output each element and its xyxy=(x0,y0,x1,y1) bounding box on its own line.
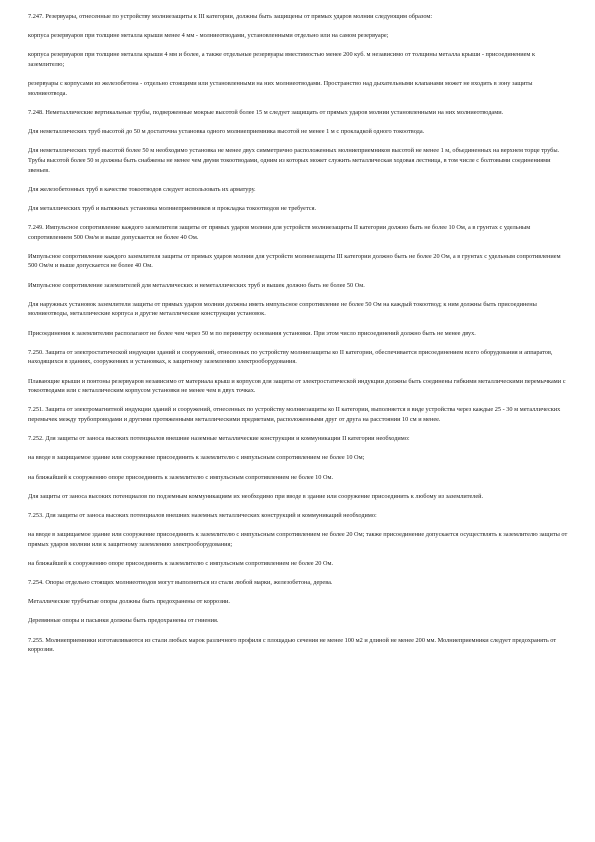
paragraph: 7.252. Для защиты от заноса высоких потенциалов внешние наземные металлические конструкции и коммуникации II категории необходимо: xyxy=(28,435,410,443)
paragraph: резервуары с корпусами из железобетона - отдельно стоящими или установленными на них молниеотводами. Пространство над дыхательными клапанами может не входить в зону защиты молниеотвода. xyxy=(28,80,533,97)
paragraph: на ближайшей к сооружению опоре присоединить к заземлителю с импульсным сопротивлением не более 20 Ом. xyxy=(28,559,334,567)
paragraph: Для неметаллических труб высотой до 50 м достаточна установка одного молниеприемника высотой не менее 1 м с прокладкой одного токоотвода. xyxy=(28,128,425,136)
paragraph: корпуса резервуаров при толщине металла крыши 4 мм и более, а также отдельные резервуары вместимостью менее 200 куб. м независимо от толщины металла крыши - присоединением к заземлителю; xyxy=(28,51,536,68)
paragraph: на вводе в защищаемое здание или сооружение присоединить к заземлителю с импульсным сопротивлением не более 10 Ом; xyxy=(28,454,365,462)
paragraph: Импульсное сопротивление каждого заземлителя защиты от прямых ударов молнии для устройств молниезащиты III категории должно быть не более 20 Ом, а в грунтах с удельным сопротивлением 500 Ом/м и выше допускается не более 40 Ом. xyxy=(28,252,561,270)
document-page xyxy=(28,12,568,664)
paragraph: 7.250. Защита от электростатической индукции зданий и сооружений, отнесенных по устройству молниезащиты ко II категории, обеспечивается присоединением всего оборудования и аппаратов, находящихся в зданиях, сооружениях и установках, к защитному заземлению электрооборудования. xyxy=(28,348,553,366)
paragraph: на ближайшей к сооружению опоре присоединить к заземлителю с импульсным сопротивлением не более 10 Ом. xyxy=(28,473,334,481)
paragraph: на вводе в защищаемое здание или сооружение присоединить к заземлителю с импульсным сопротивлением не более 20 Ом; также присоединение допускается осуществлять к заземлителю защиты от прямых ударов молнии или к защитному заземлению электрооборудования; xyxy=(28,531,568,548)
paragraph: Присоединения к заземлителям располагают не более чем через 50 м по периметру основания установки. При этом число присоединений должно быть не менее двух. xyxy=(28,329,476,337)
paragraph: 7.248. Неметаллические вертикальные трубы, подверженные мокрые высотой более 15 м следует защищать от прямых ударов молнии установленными на них молниеотводами. xyxy=(28,108,504,116)
paragraph: Импульсное сопротивление заземлителей для металлических и неметаллических труб и вышек должно быть не более 50 Ом. xyxy=(28,281,365,289)
paragraph: 7.249. Импульсное сопротивление каждого заземлителя защиты от прямых ударов молнии для устройств молниезащиты II категории должно быть не более 10 Ом, а в грунтах с удельным сопротивлением 500 Ом/м и выше допускается не более 40 Ом. xyxy=(28,224,531,241)
paragraph: Для неметаллических труб высотой более 50 м необходимо установка не менее двух симметрично расположенных молниеприемников высотой не менее 1 м, объединенных на верхнем торце трубы. Трубы высотой более 50 м должны быть снабжены не менее чем двумя токоотводами, одним из которых может служить металлическая ходовая лестница, в том числе с болтовыми соединениями звеньев. xyxy=(28,147,560,174)
paragraph: корпуса резервуаров при толщине металла крыши менее 4 мм - молниеотводами, установленными отдельно или на самом резервуаре; xyxy=(28,32,389,40)
paragraph: Металлические трубчатые опоры должны быть предохранены от коррозии. xyxy=(28,598,231,606)
paragraph: 7.247. Резервуары, отнесенные по устройству молниезащиты к III категории, должны быть защищены от прямых ударов молнии следующим образом: xyxy=(28,13,433,20)
paragraph: 7.253. Для защиты от заноса высоких потенциалов внешних наземных металлических конструкций и коммуникаций необходимо: xyxy=(28,511,377,519)
paragraph: Деревянные опоры и пасынки должны быть предохранены от гниения. xyxy=(28,617,219,625)
paragraph: 7.255. Молниеприемники изготавливаются из стали любых марок различного профиля с площадью сечения не менее 100 м2 и длиной не менее 200 мм. Молниеприемники следует предохранять от коррозии. xyxy=(28,636,557,654)
paragraph: Плавающие крыши и понтоны резервуаров независимо от материала крыш и корпусов для защиты от электростатической индукции должны быть соединены гибкими металлическими перемычками с токоотводами или с металлическим корпусом установки не менее чем в двух точках. xyxy=(28,377,566,395)
paragraph: Для железобетонных труб в качестве токоотводов следует использовать их арматуру. xyxy=(28,185,256,193)
paragraph: Для металлических труб и вытяжных установка молниеприемников и прокладка токоотводов не требуется. xyxy=(28,204,317,212)
paragraph: 7.254. Опоры отдельно стоящих молниеотводов могут выполняться из стали любой марки, железобетона, дерева. xyxy=(28,579,333,587)
paragraph: Для наружных установок заземлители защиты от прямых ударов молнии должны иметь импульсное сопротивление не более 50 Ом на каждый токоотвод; к ним должны быть присоединены молниеотводы, металлические корпуса и другие металлические конструкции установок. xyxy=(28,300,537,318)
paragraph: Для защиты от заноса высоких потенциалов по подземным коммуникациям их необходимо при вводе в здание или сооружение присоединить к любому из заземлителей. xyxy=(28,492,484,500)
paragraph: 7.251. Защита от электромагнитной индукции зданий и сооружений, отнесенных по устройству молниезащиты ко II категории, выполняется в виде устройства через каждые 25 - 30 м металлических перемычек между трубопроводами и другими протяженными металлическими предметами, расположенными друг от друга на расстоянии 10 см и менее. xyxy=(28,406,561,423)
